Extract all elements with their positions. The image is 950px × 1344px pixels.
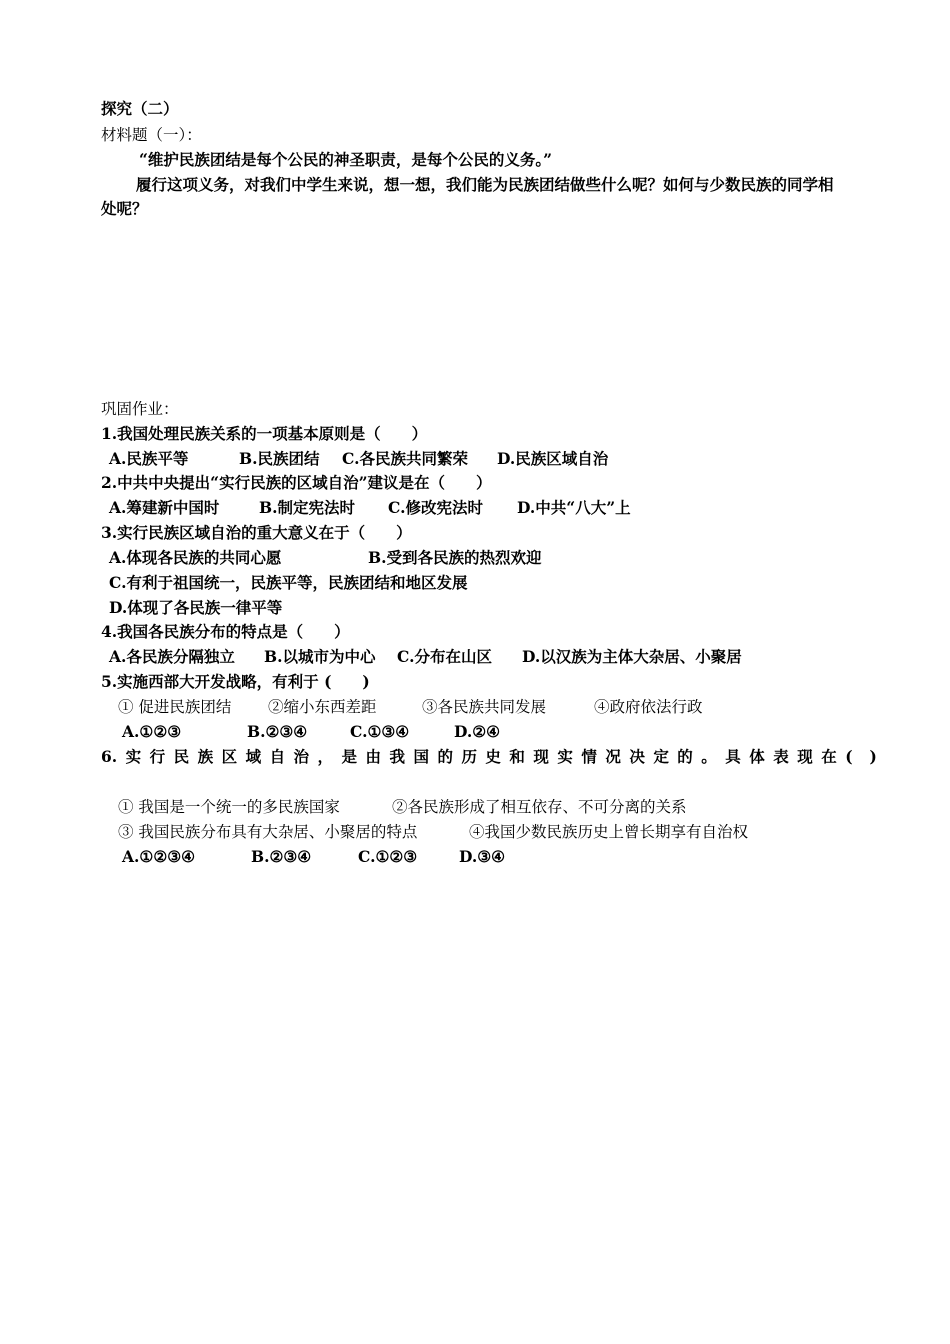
q6-stem-char: 定 — [653, 747, 669, 766]
q4-option-b: B.以城市为中心 — [264, 647, 376, 666]
q6-stem-char: 。 — [701, 747, 717, 766]
q5-item-4: ④政府依法行政 — [594, 698, 703, 716]
q6-stem-char: ( — [845, 747, 853, 766]
q2-option-b: B.制定宪法时 — [259, 498, 355, 517]
q3-option-d: D.体现了各民族一律平等 — [109, 598, 283, 617]
q3-option-b: B.受到各民族的热烈欢迎 — [368, 548, 542, 567]
q5-option-d: D.②④ — [454, 722, 501, 741]
q5-item-2: ②缩小东西差距 — [268, 698, 377, 716]
q6-stem-char: 行 — [149, 747, 166, 766]
q2-stem: 2.中共中央提出“实行民族的区域自治”建议是在（ ） — [101, 473, 492, 492]
homework-heading: 巩固作业： — [101, 400, 179, 418]
q6-item-1: ① 我国是一个统一的多民族国家 — [118, 798, 340, 816]
q1-option-b: B.民族团结 — [239, 449, 320, 468]
q6-stem — [101, 746, 877, 768]
q6-stem-char: 具 — [725, 747, 741, 766]
q6-stem-char: 表 — [773, 747, 789, 766]
q1-option-d: D.民族区域自治 — [497, 449, 609, 468]
q6-stem-char: 国 — [413, 747, 429, 766]
q6-stem-char: 区 — [221, 747, 238, 766]
q6-stem-char: 的 — [677, 747, 693, 766]
q6-stem-char: 现 — [533, 747, 549, 766]
q4-stem: 4.我国各民族分布的特点是（ ） — [101, 622, 350, 641]
q4-option-d: D.以汉族为主体大杂居、小聚居 — [522, 647, 742, 666]
question-text-line2: 处呢？ — [101, 199, 148, 218]
q6-stem-char: 自 — [269, 747, 286, 766]
material-title: 材料题（一）： — [101, 126, 202, 144]
q2-option-c: C.修改宪法时 — [388, 498, 483, 517]
q6-stem-char: 历 — [461, 747, 477, 766]
q6-stem-char: 由 — [365, 747, 382, 766]
q6-stem-char: 实 — [557, 747, 573, 766]
q6-stem-char: 民 — [173, 747, 190, 766]
q6-stem-char: 治 — [293, 747, 310, 766]
q1-stem: 1.我国处理民族关系的一项基本原则是（ ） — [101, 424, 428, 443]
q6-option-a: A.①②③④ — [122, 847, 196, 866]
q6-stem-char: 和 — [509, 747, 525, 766]
q6-stem-char: 我 — [389, 747, 405, 766]
q5-item-3: ③各民族共同发展 — [422, 698, 547, 716]
q6-stem-char: ， — [317, 747, 334, 766]
explore-heading: 探究（二） — [101, 99, 179, 118]
q6-stem-char: 现 — [797, 747, 813, 766]
q5-option-c: C.①③④ — [350, 722, 410, 741]
q6-item-4: ④我国少数民族历史上曾长期享有自治权 — [469, 823, 749, 841]
q6-stem-char: 体 — [749, 747, 765, 766]
q6-stem-char: 的 — [437, 747, 453, 766]
q6-stem-char: 是 — [341, 747, 358, 766]
q5-item-1: ① 促进民族团结 — [118, 698, 232, 716]
q4-option-a: A.各民族分隔独立 — [109, 647, 235, 666]
q6-stem-char: 况 — [605, 747, 621, 766]
q6-option-c: C.①②③ — [358, 847, 418, 866]
q6-stem-char: 在 — [821, 747, 837, 766]
q1-option-a: A.民族平等 — [109, 449, 189, 468]
question-text-line1: 履行这项义务，对我们中学生来说，想一想，我们能为民族团结做些什么呢？如何与少数民族的同学相 — [136, 175, 834, 194]
q1-option-c: C.各民族共同繁荣 — [342, 449, 468, 468]
q3-option-c: C.有利于祖国统一，民族平等，民族团结和地区发展 — [109, 573, 468, 592]
q3-option-a: A.体现各民族的共同心愿 — [109, 548, 282, 567]
q6-stem-char: 6. — [101, 747, 118, 766]
q6-item-3: ③ 我国民族分布具有大杂居、小聚居的特点 — [118, 823, 418, 841]
q6-stem-char: ) — [869, 747, 877, 766]
q5-option-a: A.①②③ — [122, 722, 182, 741]
q6-stem-char: 族 — [197, 747, 214, 766]
q6-option-d: D.③④ — [459, 847, 506, 866]
q2-option-a: A.筹建新中国时 — [109, 498, 220, 517]
q6-stem-char: 决 — [629, 747, 645, 766]
q6-stem-char: 实 — [125, 747, 142, 766]
q6-stem-char: 史 — [485, 747, 501, 766]
q5-stem: 5.实施西部大开发战略，有利于 ( ) — [101, 672, 370, 691]
q6-option-b: B.②③④ — [251, 847, 312, 866]
q6-item-2: ②各民族形成了相互依存、不可分离的关系 — [392, 798, 687, 816]
q6-stem-char: 情 — [581, 747, 597, 766]
q4-option-c: C.分布在山区 — [397, 647, 492, 666]
q5-option-b: B.②③④ — [247, 722, 308, 741]
quote-text: “维护民族团结是每个公民的神圣职责，是每个公民的义务。” — [139, 150, 553, 169]
q2-option-d: D.中共“八大”上 — [517, 498, 631, 517]
q6-stem-char: 域 — [245, 747, 262, 766]
q3-stem: 3.实行民族区域自治的重大意义在于（ ） — [101, 523, 412, 542]
